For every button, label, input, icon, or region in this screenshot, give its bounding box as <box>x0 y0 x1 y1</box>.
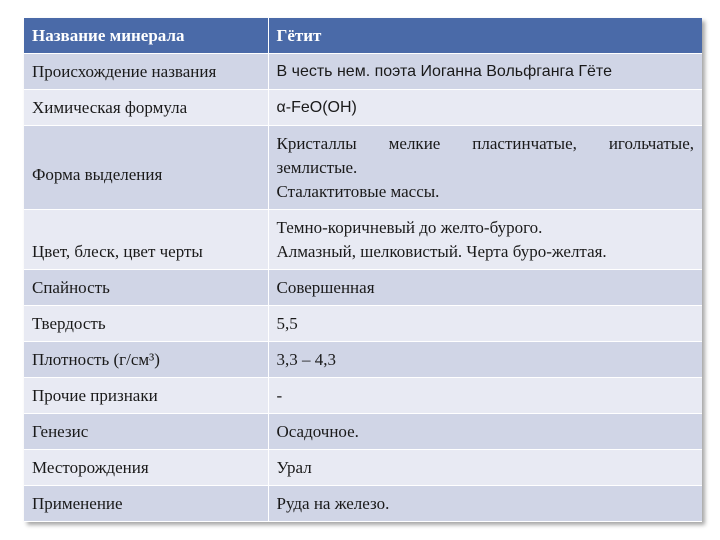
table-row <box>24 342 702 378</box>
row-value-color-line1: Темно-коричневый до желто-бурого. <box>276 218 543 237</box>
row-value-hardness: 5,5 <box>268 306 702 342</box>
row-value-color-line2: Алмазный, шелковистый. Черта буро-желтая. <box>276 242 607 261</box>
row-key-deposits: Месторождения <box>24 450 268 486</box>
table-row <box>24 210 702 270</box>
row-key-hardness: Твердость <box>24 306 268 342</box>
row-value-form-line1: Кристаллы мелкие пластинчатые, игольчатые, землистые. <box>276 134 694 177</box>
header-value-cell: Гётит <box>268 18 702 54</box>
table-row <box>24 414 702 450</box>
mineral-table <box>24 18 702 522</box>
table-row <box>24 306 702 342</box>
row-value-formula: α-FeO(OH) <box>268 90 702 126</box>
row-key-density: Плотность (г/см³) <box>24 342 268 378</box>
table-row <box>24 270 702 306</box>
row-key-color: Цвет, блеск, цвет черты <box>24 210 268 270</box>
row-value-density: 3,3 – 4,3 <box>268 342 702 378</box>
row-value-usage: Руда на железо. <box>268 486 702 522</box>
row-value-origin: В честь нем. поэта Иоганна Вольфганга Гёте <box>268 54 702 90</box>
row-value-cleavage: Совершенная <box>268 270 702 306</box>
table-row <box>24 126 702 210</box>
table-row <box>24 450 702 486</box>
row-key-other: Прочие признаки <box>24 378 268 414</box>
row-key-formula: Химическая формула <box>24 90 268 126</box>
table-header-row <box>24 18 702 54</box>
row-key-genesis: Генезис <box>24 414 268 450</box>
row-value-genesis: Осадочное. <box>268 414 702 450</box>
table-row <box>24 54 702 90</box>
row-value-deposits: Урал <box>268 450 702 486</box>
row-value-other: - <box>268 378 702 414</box>
table-row <box>24 486 702 522</box>
table-row <box>24 378 702 414</box>
row-value-color <box>268 210 702 270</box>
row-key-origin: Происхождение названия <box>24 54 268 90</box>
mineral-properties-table <box>24 18 702 522</box>
row-value-form <box>268 126 702 210</box>
row-value-form-line2: Сталактитовые массы. <box>276 182 440 201</box>
row-key-usage: Применение <box>24 486 268 522</box>
table-row <box>24 90 702 126</box>
header-key-cell: Название минерала <box>24 18 268 54</box>
row-key-form: Форма выделения <box>24 126 268 210</box>
row-key-cleavage: Спайность <box>24 270 268 306</box>
